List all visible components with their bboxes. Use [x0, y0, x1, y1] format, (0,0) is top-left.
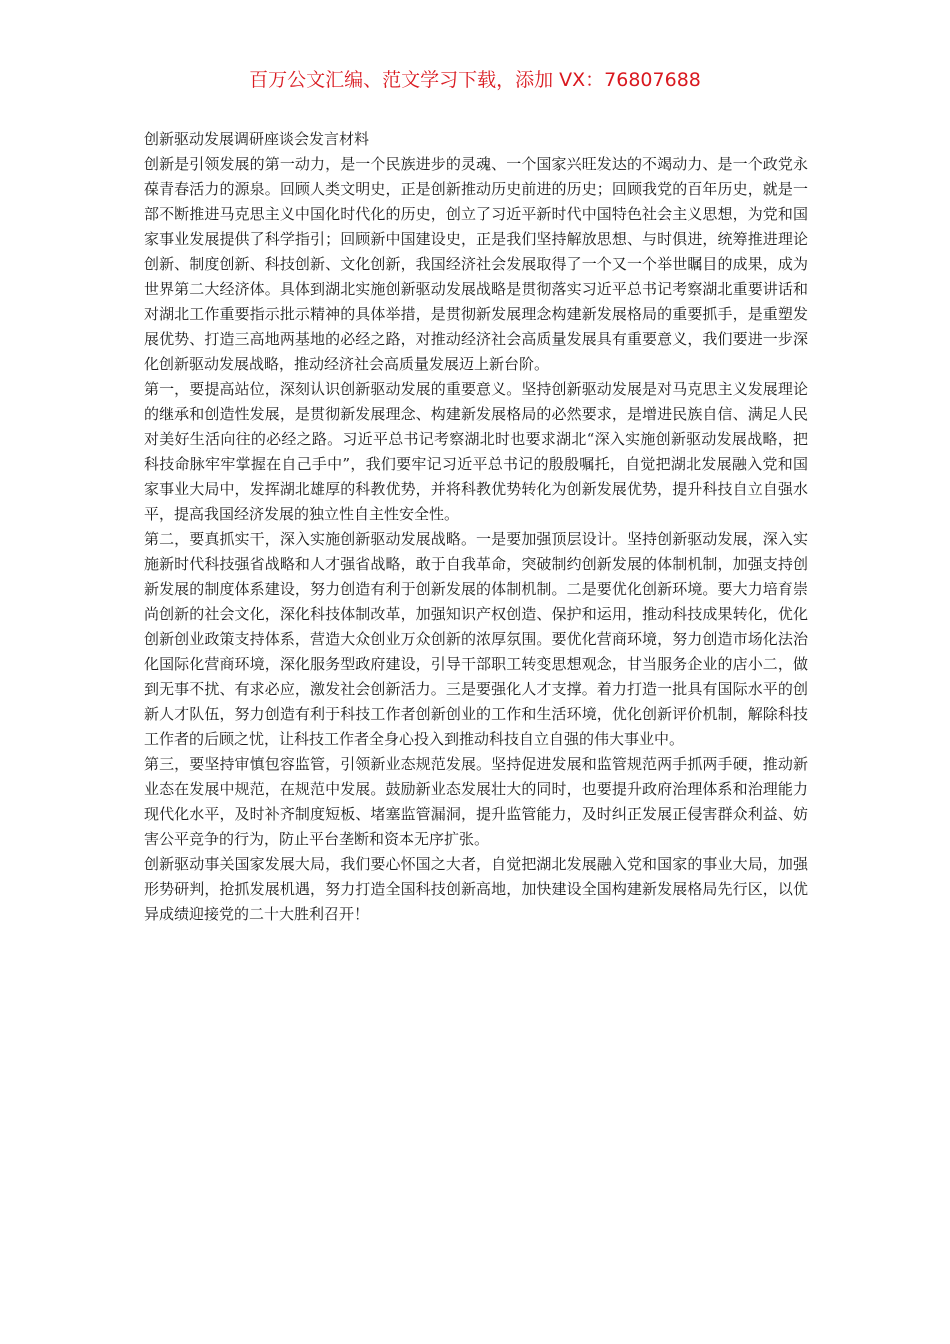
document-body: [144, 127, 808, 927]
paragraph-second-point: 第二，要真抓实干，深入实施创新驱动发展战略。一是要加强顶层设计。坚持创新驱动发展，深入实施新时代科技强省战略和人才强省战略，敢于自我革命，突破制约创新发展的体制机制，加强支持创新发展的制度体系建设，努力创造有利于创新发展的体制机制。二是要优化创新环境。要大力培育崇尚创新的社会文化，深化科技体制改革，加强知识产权创造、保护和运用，推动科技成果转化，优化创新创业政策支持体系，营造大众创业万众创新的浓厚氛围。要优化营商环境，努力创造市场化法治化国际化营商环境，深化服务型政府建设，引导干部职工转变思想观念，甘当服务企业的店小二，做到无事不扰、有求必应，激发社会创新活力。三是要强化人才支撑。着力打造一批具有国际水平的创新人才队伍，努力创造有利于科技工作者创新创业的工作和生活环境，优化创新评价机制，解除科技工作者的后顾之忧，让科技工作者全身心投入到推动科技自立自强的伟大事业中。: [144, 530, 808, 748]
document-title: 创新驱动发展调研座谈会发言材料: [144, 130, 370, 148]
paragraph-first-point: 第一，要提高站位，深刻认识创新驱动发展的重要意义。坚持创新驱动发展是对马克思主义发展理论的继承和创造性发展，是贯彻新发展理念、构建新发展格局的必然要求，是增进民族自信、满足人民对美好生活向往的必经之路。习近平总书记考察湖北时也要求湖北“深入实施创新驱动发展战略，把科技命脉牢牢掌握在自己手中”，我们要牢记习近平总书记的殷殷嘱托，自觉把湖北发展融入党和国家事业大局中，发挥湖北雄厚的科教优势，并将科教优势转化为创新发展优势，提升科技自立自强水平，提高我国经济发展的独立性自主性安全性。: [144, 380, 808, 523]
header-banner: 百万公文汇编、范文学习下载，添加 VX：76807688: [249, 69, 701, 91]
paragraph-third-point: 第三，要坚持审慎包容监管，引领新业态规范发展。坚持促进发展和监管规范两手抓两手硬，推动新业态在发展中规范，在规范中发展。鼓励新业态发展壮大的同时，也要提升政府治理体系和治理能力现代化水平，及时补齐制度短板、堵塞监管漏洞，提升监管能力，及时纠正发展正侵害群众利益、妨害公平竞争的行为，防止平台垄断和资本无序扩张。: [144, 755, 808, 848]
paragraph-intro: 创新是引领发展的第一动力，是一个民族进步的灵魂、一个国家兴旺发达的不竭动力、是一个政党永葆青春活力的源泉。回顾人类文明史，正是创新推动历史前进的历史；回顾我党的百年历史，就是一部不断推进马克思主义中国化时代化的历史，创立了习近平新时代中国特色社会主义思想，为党和国家事业发展提供了科学指引；回顾新中国建设史，正是我们坚持解放思想、与时俱进，统筹推进理论创新、制度创新、科技创新、文化创新，我国经济社会发展取得了一个又一个举世瞩目的成果，成为世界第二大经济体。具体到湖北实施创新驱动发展战略是贯彻落实习近平总书记考察湖北重要讲话和对湖北工作重要指示批示精神的具体举措，是贯彻新发展理念构建新发展格局的重要抓手，是重塑发展优势、打造三高地两基地的必经之路，对推动经济社会高质量发展具有重要意义，我们要进一步深化创新驱动发展战略，推动经济社会高质量发展迈上新台阶。: [144, 155, 808, 373]
paragraph-conclusion: 创新驱动事关国家发展大局，我们要心怀国之大者，自觉把湖北发展融入党和国家的事业大局，加强形势研判，抢抓发展机遇，努力打造全国科技创新高地，加快建设全国构建新发展格局先行区，以优异成绩迎接党的二十大胜利召开！: [144, 855, 808, 923]
